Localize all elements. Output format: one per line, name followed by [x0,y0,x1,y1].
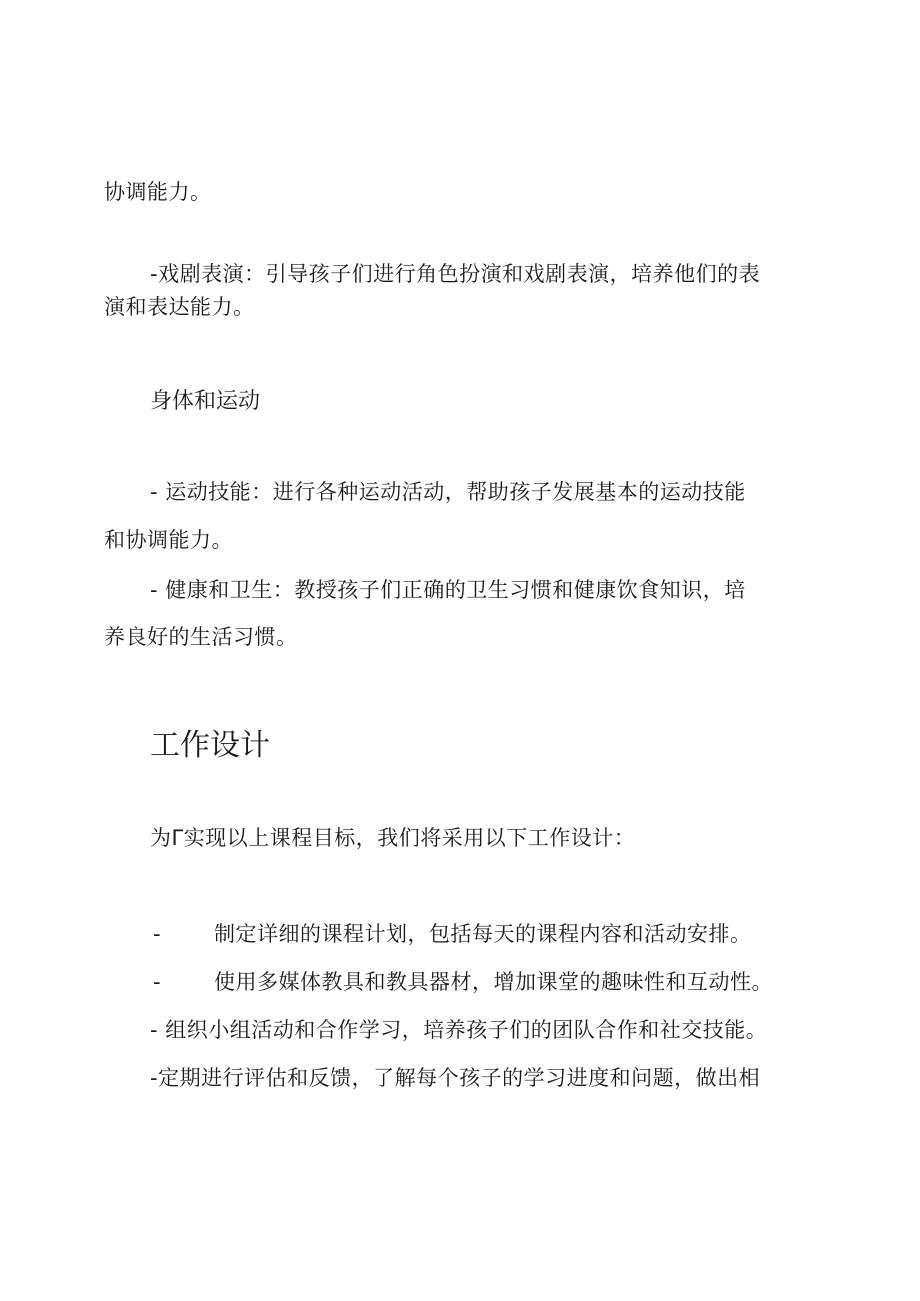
paragraph-line: 养良好的生活习惯。 [104,625,298,649]
list-item: 使用多媒体教具和教具器材，增加课堂的趣味性和互动性。 [214,970,773,994]
list-item: - 组织小组活动和合作学习，培养孩子们的团队合作和社交技能。 [150,1018,768,1042]
paragraph-line: 和协调能力。 [104,528,233,552]
paragraph-line: 演和表达能力。 [104,295,255,319]
section-heading: 身体和运动 [150,389,261,414]
intro-paragraph: 为Γ实现以上课程目标，我们将采用以下工作设计： [150,826,636,850]
list-bullet: - [153,922,161,946]
paragraph-line: 协调能力。 [104,180,212,204]
paragraph-line: -戏剧表演：引导孩子们进行角色扮演和戏剧表演，培养他们的表 [150,262,761,286]
list-item: 制定详细的课程计划，包括每天的课程内容和活动安排。 [214,922,752,946]
list-item: -定期进行评估和反馈，了解每个孩子的学习进度和问题，做出相 [150,1066,761,1090]
paragraph-line: - 健康和卫生：教授孩子们正确的卫生习惯和健康饮食知识，培 [150,578,746,602]
page-heading: 工作设计 [150,728,270,763]
paragraph-line: - 运动技能：进行各种运动活动，帮助孩子发展基本的运动技能 [150,480,746,504]
list-bullet: - [153,970,161,994]
